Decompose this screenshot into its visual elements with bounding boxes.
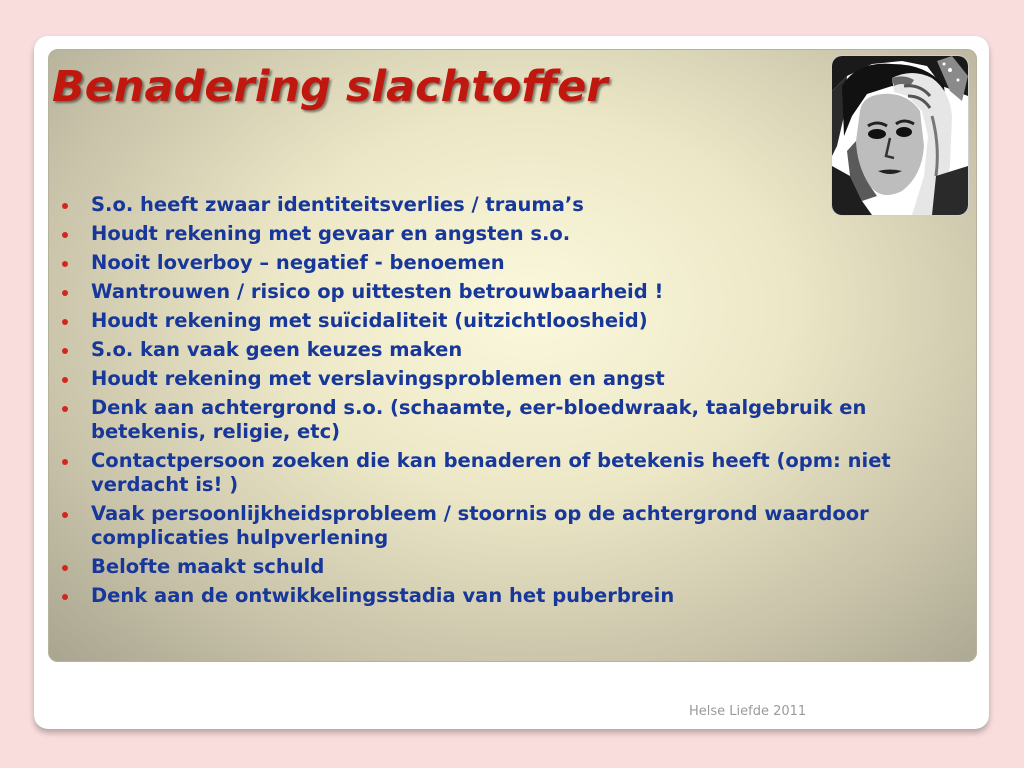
portrait-image (832, 56, 968, 215)
list-item (62, 555, 892, 579)
bullet-text: Houdt rekening met gevaar en angsten s.o. (91, 222, 571, 245)
bullet-list (62, 193, 892, 613)
footer-text: Helse Liefde 2011 (689, 704, 807, 719)
bullet-icon (62, 203, 68, 209)
bullet-icon (62, 348, 68, 354)
list-item (62, 449, 892, 497)
bullet-icon (62, 565, 68, 571)
list-item (62, 193, 892, 217)
portrait-illustration-icon (832, 56, 968, 215)
list-item (62, 584, 892, 608)
slide-title: Benadering slachtoffer (52, 62, 608, 112)
list-item (62, 309, 892, 333)
bullet-text: Contactpersoon zoeken die kan benaderen of betekenis heeft (opm: niet verdacht is! ) (91, 449, 891, 496)
bullet-icon (62, 377, 68, 383)
bullet-icon (62, 594, 68, 600)
list-item (62, 222, 892, 246)
bullet-icon (62, 290, 68, 296)
bullet-text: Vaak persoonlijkheidsprobleem / stoornis op de achtergrond waardoor complicaties hulpverlening (91, 502, 869, 549)
bullet-icon (62, 261, 68, 267)
bullet-text: S.o. heeft zwaar identiteitsverlies / trauma’s (91, 193, 584, 216)
bullet-text: Belofte maakt schuld (91, 555, 325, 578)
bullet-text: Houdt rekening met suïcidaliteit (uitzichtloosheid) (91, 309, 648, 332)
bullet-text: Denk aan achtergrond s.o. (schaamte, eer-bloedwraak, taalgebruik en betekenis, religie, etc) (91, 396, 867, 443)
bullet-text: S.o. kan vaak geen keuzes maken (91, 338, 463, 361)
list-item (62, 502, 892, 550)
bullet-text: Wantrouwen / risico op uittesten betrouwbaarheid ! (91, 280, 664, 303)
list-item (62, 367, 892, 391)
bullet-icon (62, 406, 68, 412)
bullet-text: Denk aan de ontwikkelingsstadia van het puberbrein (91, 584, 675, 607)
list-item (62, 338, 892, 362)
bullet-text: Nooit loverboy – negatief - benoemen (91, 251, 505, 274)
bullet-icon (62, 512, 68, 518)
bullet-icon (62, 319, 68, 325)
list-item (62, 280, 892, 304)
list-item (62, 396, 892, 444)
list-item (62, 251, 892, 275)
bullet-icon (62, 459, 68, 465)
bullet-text: Houdt rekening met verslavingsproblemen en angst (91, 367, 665, 390)
bullet-icon (62, 232, 68, 238)
